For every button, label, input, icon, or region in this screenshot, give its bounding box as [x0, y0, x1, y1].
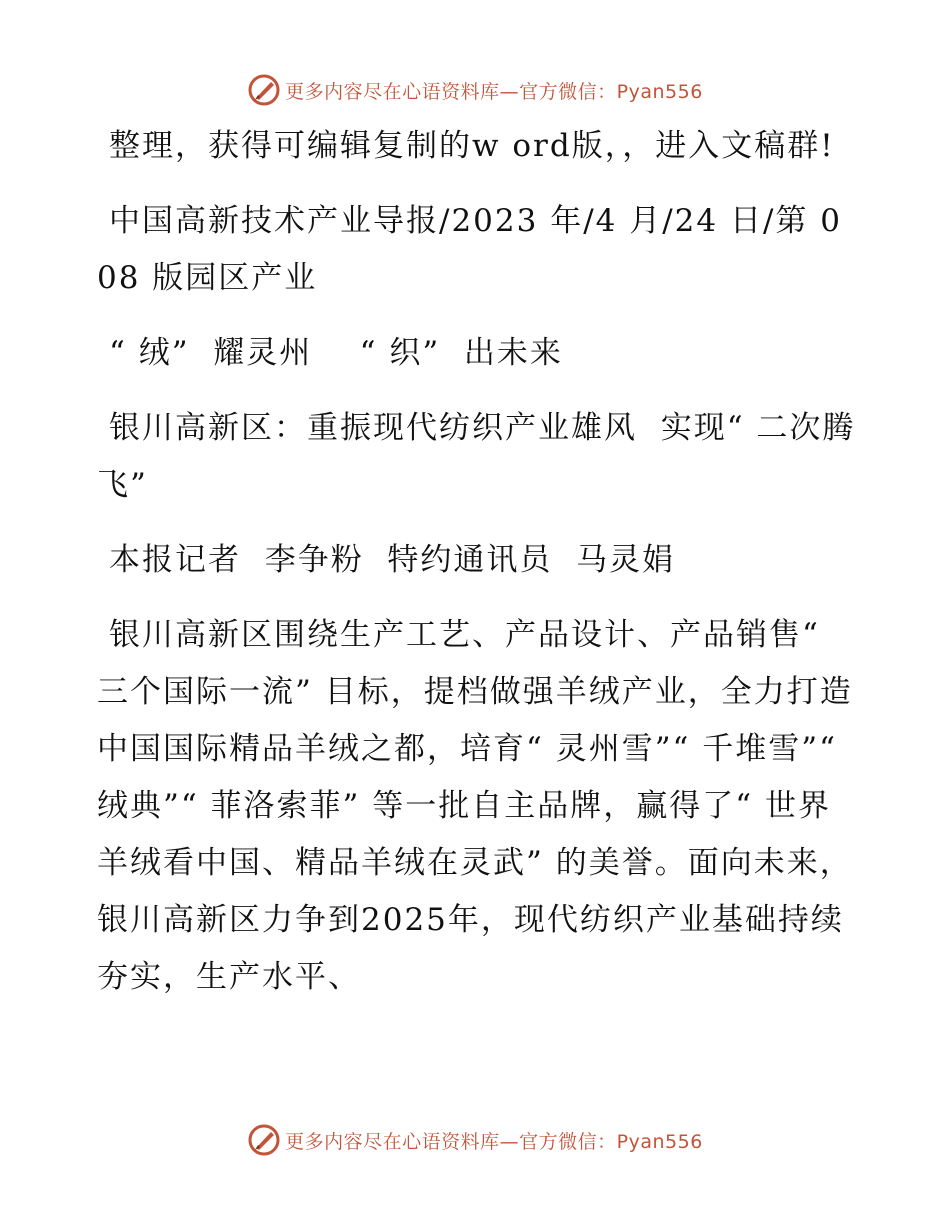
watermark-wechat-id: Pyan556 — [616, 80, 703, 103]
watermark-label: 更多内容尽在心语资料库—官方微信： — [285, 1130, 617, 1153]
quill-logo-icon — [247, 73, 281, 107]
header-watermark — [0, 70, 950, 110]
document-body — [97, 118, 857, 1006]
article-subheadline: 银川高新区：重振现代纺织产业雄风 实现“ 二次腾飞” — [97, 410, 856, 503]
watermark-text — [285, 1127, 703, 1154]
footer-watermark — [0, 1120, 950, 1160]
article-body: 银川高新区围绕生产工艺、产品设计、产品销售“ 三个国际一流” 目标，提档做强羊绒产业，全力打造中国国际精品羊绒之都，培育“ 灵州雪”“ 千堆雪”“ 绒典”“ 菲洛索菲” 等一批自主品牌，赢得了“ 世界羊绒看中国、精品羊绒在灵武” 的美誉。面向未来，银川高新区力争到2025年，现代纺织产业基础持续夯实，生产水平、 — [97, 617, 853, 995]
watermark-wechat-id: Pyan556 — [616, 1130, 703, 1153]
quill-logo-icon — [247, 1123, 281, 1157]
article-headline: “ 绒” 耀灵州 “ 织” 出未来 — [109, 335, 563, 371]
paragraph-source: 中国高新技术产业导报/2023 年/4 月/24 日/第 008 版园区产业 — [97, 203, 842, 296]
article-byline: 本报记者 李争粉 特约通讯员 马灵娟 — [109, 542, 676, 578]
watermark-label: 更多内容尽在心语资料库—官方微信： — [285, 80, 617, 103]
paragraph-intro: 整理，获得可编辑复制的w ord版，，进入文稿群! — [109, 128, 835, 164]
watermark-text — [285, 77, 703, 104]
